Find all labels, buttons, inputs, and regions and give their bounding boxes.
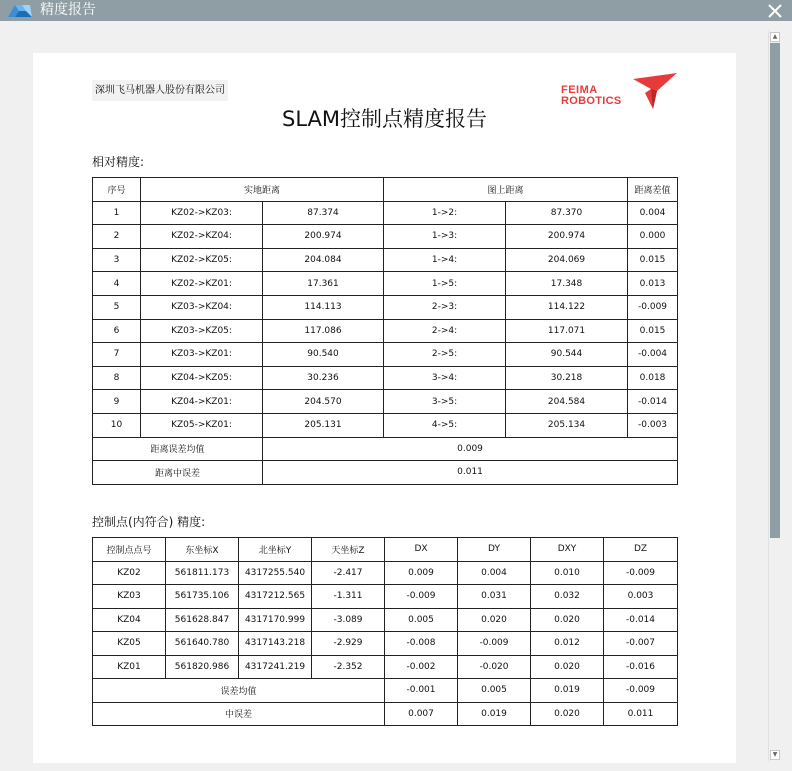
table-cell: -2.352 [312, 655, 385, 679]
table-row [93, 248, 678, 272]
scroll-thumb[interactable] [770, 43, 780, 538]
cell-field-dist: 30.236 [263, 366, 384, 390]
cell-index: 6 [93, 319, 141, 343]
report-page [33, 53, 736, 763]
table-cell: 561811.173 [166, 561, 239, 585]
header-cell: 北坐标Y [239, 538, 312, 562]
header-cell: DXY [531, 538, 604, 562]
cell-field-pair: KZ04->KZ05: [141, 366, 263, 390]
cell-diff: 0.000 [628, 225, 678, 249]
table-cell: -0.009 [385, 585, 458, 609]
table-cell: 4317241.219 [239, 655, 312, 679]
cell-diff: 0.015 [628, 319, 678, 343]
table-cell: 561640.780 [166, 632, 239, 656]
company-name: 深圳飞马机器人股份有限公司 [92, 80, 228, 101]
rms-value: 0.019 [458, 702, 531, 726]
rms-row [93, 461, 678, 485]
cell-index: 8 [93, 366, 141, 390]
rms-value: 0.007 [385, 702, 458, 726]
logo-text-line1: FEIMA [561, 84, 598, 96]
table-cell: 0.005 [385, 608, 458, 632]
table-cell: -0.014 [604, 608, 678, 632]
table-cell: -0.002 [385, 655, 458, 679]
table-cell: -0.016 [604, 655, 678, 679]
close-icon[interactable] [766, 2, 784, 20]
cell-index: 9 [93, 390, 141, 414]
cell-diff: 0.013 [628, 272, 678, 296]
header-cell: DZ [604, 538, 678, 562]
table-cell: 0.020 [458, 608, 531, 632]
cell-field-pair: KZ02->KZ01: [141, 272, 263, 296]
header-cell: DY [458, 538, 531, 562]
mean-value: -0.009 [604, 679, 678, 703]
mean-label: 距离误差均值 [93, 437, 263, 461]
table-header-row [93, 178, 678, 202]
table-row [93, 655, 678, 679]
table-cell: 4317212.565 [239, 585, 312, 609]
mean-value: -0.001 [385, 679, 458, 703]
cell-index: 4 [93, 272, 141, 296]
cell-map-pair: 1->5: [384, 272, 506, 296]
rms-value: 0.011 [604, 702, 678, 726]
table-row [93, 295, 678, 319]
table-row [93, 272, 678, 296]
cell-field-dist: 205.131 [263, 413, 384, 437]
cell-field-pair: KZ03->KZ05: [141, 319, 263, 343]
header-map-distance: 图上距离 [384, 178, 628, 202]
cell-field-dist: 87.374 [263, 201, 384, 225]
table-cell: -0.020 [458, 655, 531, 679]
cell-map-dist: 200.974 [506, 225, 628, 249]
cell-diff: 0.018 [628, 366, 678, 390]
table-cell: -0.008 [385, 632, 458, 656]
mean-value: 0.019 [531, 679, 604, 703]
cell-diff: 0.004 [628, 201, 678, 225]
report-viewport [0, 21, 768, 771]
table-header-row [93, 538, 678, 562]
table-row [93, 390, 678, 414]
cell-diff: -0.009 [628, 295, 678, 319]
table-cell: KZ03 [93, 585, 166, 609]
table-row [93, 561, 678, 585]
cell-field-pair: KZ04->KZ01: [141, 390, 263, 414]
table-cell: 561820.986 [166, 655, 239, 679]
mean-value: 0.005 [458, 679, 531, 703]
mean-label: 误差均值 [93, 679, 385, 703]
cell-field-dist: 204.084 [263, 248, 384, 272]
cell-diff: 0.015 [628, 248, 678, 272]
cell-field-pair: KZ02->KZ04: [141, 225, 263, 249]
table-cell: 0.031 [458, 585, 531, 609]
table-row [93, 366, 678, 390]
cell-map-pair: 2->4: [384, 319, 506, 343]
relative-accuracy-title: 相对精度: [92, 155, 145, 169]
header-field-distance: 实地距离 [141, 178, 384, 202]
table-cell: 0.032 [531, 585, 604, 609]
table-cell: 0.010 [531, 561, 604, 585]
rms-row [93, 702, 678, 726]
table-row [93, 225, 678, 249]
table-cell: 4317143.218 [239, 632, 312, 656]
relative-accuracy-table [92, 177, 678, 485]
cell-map-dist: 87.370 [506, 201, 628, 225]
header-index: 序号 [93, 178, 141, 202]
control-accuracy-table [92, 537, 678, 726]
vertical-scrollbar[interactable] [768, 31, 781, 761]
cell-map-dist: 90.544 [506, 343, 628, 367]
cell-index: 3 [93, 248, 141, 272]
table-cell: -1.311 [312, 585, 385, 609]
cell-map-dist: 17.348 [506, 272, 628, 296]
cell-index: 1 [93, 201, 141, 225]
logo-text-line2: ROBOTICS [561, 95, 622, 107]
cell-map-pair: 1->3: [384, 225, 506, 249]
table-cell: KZ02 [93, 561, 166, 585]
table-row [93, 343, 678, 367]
table-cell: 0.020 [531, 608, 604, 632]
table-row [93, 608, 678, 632]
table-cell: 0.003 [604, 585, 678, 609]
mean-row [93, 437, 678, 461]
cell-diff: -0.003 [628, 413, 678, 437]
cell-field-pair: KZ03->KZ04: [141, 295, 263, 319]
rms-value: 0.011 [263, 461, 678, 485]
cell-map-pair: 2->5: [384, 343, 506, 367]
table-row [93, 319, 678, 343]
window-titlebar [0, 0, 792, 21]
rms-label: 距离中误差 [93, 461, 263, 485]
cell-field-dist: 117.086 [263, 319, 384, 343]
cell-map-dist: 205.134 [506, 413, 628, 437]
header-cell: 东坐标X [166, 538, 239, 562]
cell-field-pair: KZ02->KZ03: [141, 201, 263, 225]
cell-map-dist: 114.122 [506, 295, 628, 319]
cell-map-dist: 204.069 [506, 248, 628, 272]
cell-map-pair: 1->2: [384, 201, 506, 225]
table-cell: 0.004 [458, 561, 531, 585]
rms-value: 0.020 [531, 702, 604, 726]
cell-diff: -0.014 [628, 390, 678, 414]
cell-index: 2 [93, 225, 141, 249]
cell-field-pair: KZ03->KZ01: [141, 343, 263, 367]
cell-field-dist: 114.113 [263, 295, 384, 319]
table-cell: 0.020 [531, 655, 604, 679]
cell-map-dist: 117.071 [506, 319, 628, 343]
table-row [93, 201, 678, 225]
table-cell: -0.007 [604, 632, 678, 656]
table-cell: 0.012 [531, 632, 604, 656]
mean-value: 0.009 [263, 437, 678, 461]
logo-icon [6, 2, 34, 19]
scroll-down-arrow-icon[interactable]: ▼ [770, 750, 780, 760]
table-cell: 4317255.540 [239, 561, 312, 585]
cell-map-pair: 1->4: [384, 248, 506, 272]
table-cell: KZ05 [93, 632, 166, 656]
cell-index: 10 [93, 413, 141, 437]
mean-row [93, 679, 678, 703]
cell-map-pair: 3->5: [384, 390, 506, 414]
table-row [93, 632, 678, 656]
table-cell: -3.089 [312, 608, 385, 632]
table-cell: -0.009 [458, 632, 531, 656]
cell-field-dist: 204.570 [263, 390, 384, 414]
table-cell: 0.009 [385, 561, 458, 585]
header-cell: DX [385, 538, 458, 562]
control-accuracy-title: 控制点(内符合) 精度: [92, 515, 206, 529]
cell-index: 7 [93, 343, 141, 367]
table-cell: 4317170.999 [239, 608, 312, 632]
cell-field-dist: 90.540 [263, 343, 384, 367]
cell-index: 5 [93, 295, 141, 319]
table-cell: 561735.106 [166, 585, 239, 609]
cell-map-dist: 30.218 [506, 366, 628, 390]
table-row [93, 413, 678, 437]
cell-map-pair: 3->4: [384, 366, 506, 390]
table-cell: -0.009 [604, 561, 678, 585]
table-row [93, 585, 678, 609]
header-distance-diff: 距离差值 [628, 178, 678, 202]
cell-diff: -0.004 [628, 343, 678, 367]
table-cell: 561628.847 [166, 608, 239, 632]
cell-field-pair: KZ02->KZ05: [141, 248, 263, 272]
table-cell: KZ01 [93, 655, 166, 679]
cell-map-pair: 2->3: [384, 295, 506, 319]
rms-label: 中误差 [93, 702, 385, 726]
window-title: 精度报告 [40, 2, 96, 18]
scroll-up-arrow-icon[interactable]: ▲ [770, 32, 780, 42]
cell-map-dist: 204.584 [506, 390, 628, 414]
header-cell: 天坐标Z [312, 538, 385, 562]
table-cell: -2.929 [312, 632, 385, 656]
table-cell: KZ04 [93, 608, 166, 632]
cell-map-pair: 4->5: [384, 413, 506, 437]
table-cell: -2.417 [312, 561, 385, 585]
cell-field-dist: 17.361 [263, 272, 384, 296]
cell-field-pair: KZ05->KZ01: [141, 413, 263, 437]
cell-field-dist: 200.974 [263, 225, 384, 249]
report-title: SLAM控制点精度报告 [282, 107, 487, 131]
header-cell: 控制点点号 [93, 538, 166, 562]
